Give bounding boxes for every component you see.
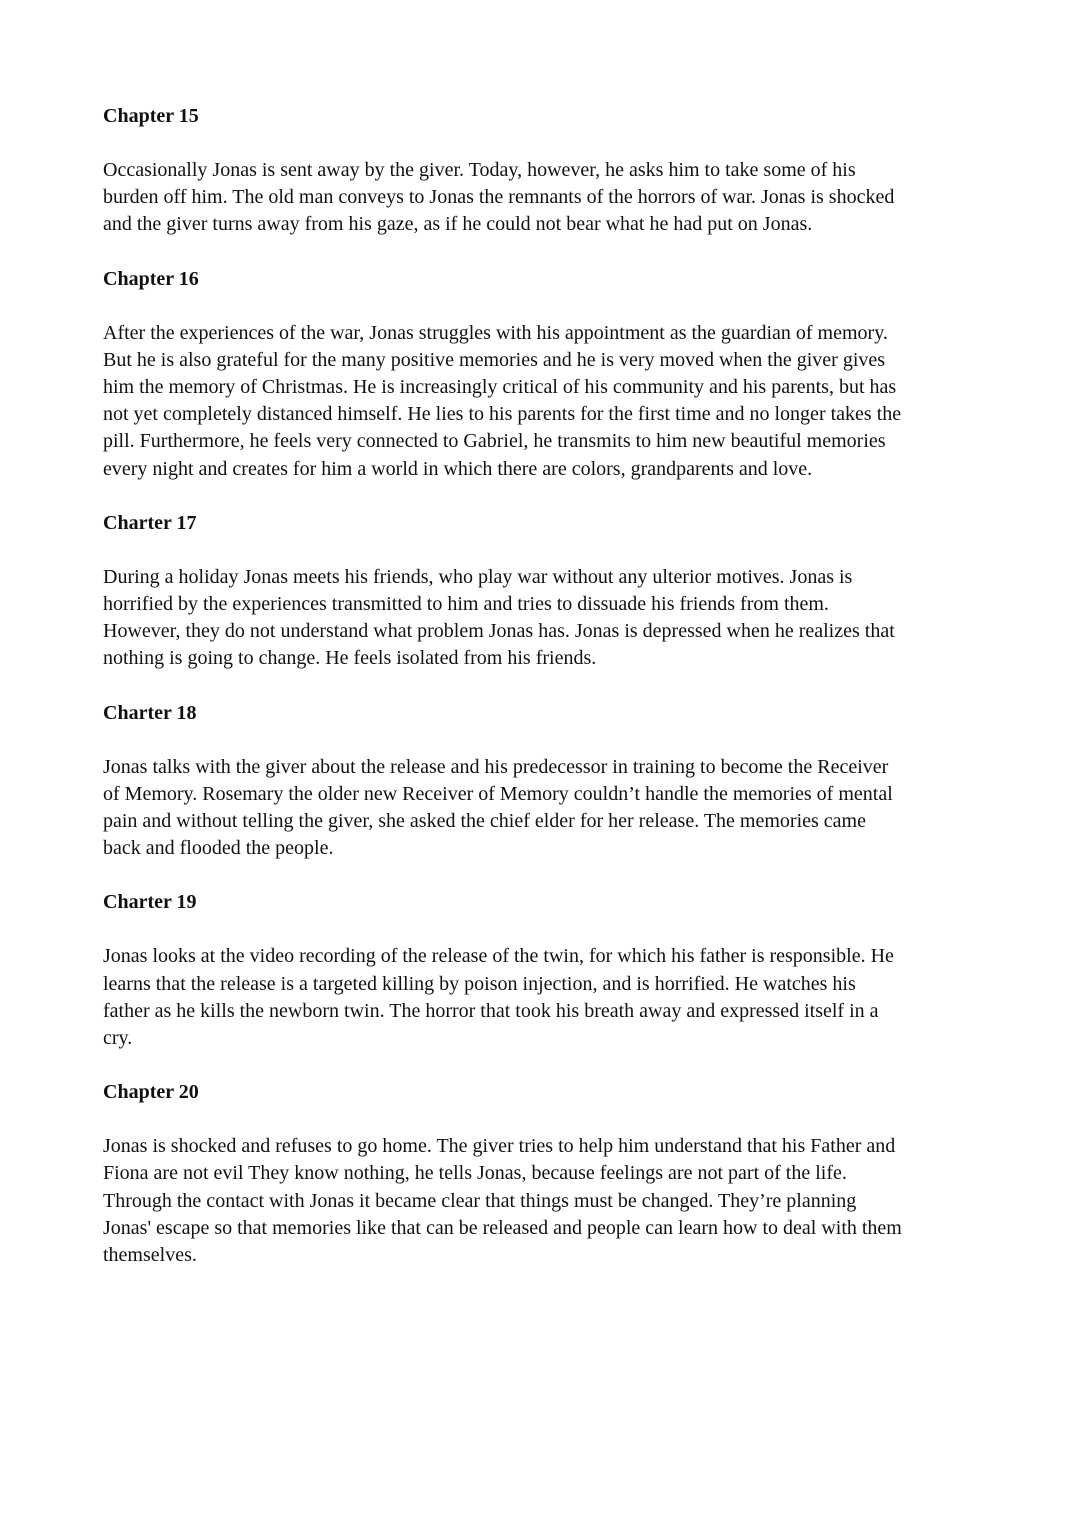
chapter-paragraph <box>103 1133 983 1269</box>
chapter-section <box>103 700 983 863</box>
chapter-section <box>103 266 983 483</box>
paragraph-line: pain and without telling the giver, she asked the chief elder for her release. The memories came <box>103 810 866 833</box>
paragraph-line: learns that the release is a targeted killing by poison injection, and is horrified. He watches his <box>103 972 856 995</box>
paragraph-line: Through the contact with Jonas it became clear that things must be changed. They’re planning <box>103 1189 857 1212</box>
paragraph-line: and the giver turns away from his gaze, as if he could not bear what he had put on Jonas. <box>103 213 813 236</box>
paragraph-line: nothing is going to change. He feels isolated from his friends. <box>103 647 597 670</box>
chapter-paragraph <box>103 564 983 673</box>
chapter-heading: Chapter 16 <box>103 267 199 290</box>
paragraph-line: Jonas looks at the video recording of the release of the twin, for which his father is responsible. He <box>103 945 894 968</box>
chapter-section <box>103 510 983 673</box>
document-page <box>103 103 983 1296</box>
paragraph-line: pill. Furthermore, he feels very connected to Gabriel, he transmits to him new beautiful memories <box>103 430 886 453</box>
chapter-heading: Chapter 20 <box>103 1081 199 1104</box>
paragraph-line: Fiona are not evil They know nothing, he tells Jonas, because feelings are not part of the life. <box>103 1162 847 1185</box>
paragraph-line: themselves. <box>103 1244 197 1267</box>
paragraph-line: During a holiday Jonas meets his friends, who play war without any ulterior motives. Jonas is <box>103 565 853 588</box>
paragraph-line: father as he kills the newborn twin. The horror that took his breath away and expressed itself in a <box>103 999 879 1022</box>
paragraph-line: every night and creates for him a world in which there are colors, grandparents and love. <box>103 457 813 480</box>
paragraph-line: him the memory of Christmas. He is increasingly critical of his community and his parents, but has <box>103 376 897 399</box>
paragraph-line: Jonas talks with the giver about the release and his predecessor in training to become the Receiver <box>103 755 889 778</box>
paragraph-line: back and flooded the people. <box>103 837 334 860</box>
paragraph-line: Occasionally Jonas is sent away by the giver. Today, however, he asks him to take some of his <box>103 159 856 181</box>
paragraph-line: cry. <box>103 1027 133 1050</box>
chapter-heading: Charter 17 <box>103 511 197 534</box>
paragraph-line: But he is also grateful for the many positive memories and he is very moved when the giver gives <box>103 348 886 371</box>
chapter-section <box>103 889 983 1052</box>
paragraph-line: After the experiences of the war, Jonas struggles with his appointment as the guardian of memory. <box>103 321 888 344</box>
chapter-heading: Charter 19 <box>103 891 197 914</box>
paragraph-line: However, they do not understand what problem Jonas has. Jonas is depressed when he realizes that <box>103 620 895 643</box>
paragraph-line: not yet completely distanced himself. He lies to his parents for the first time and no longer takes the <box>103 403 902 426</box>
paragraph-line: of Memory. Rosemary the older new Receiver of Memory couldn’t handle the memories of mental <box>103 782 893 805</box>
paragraph-line: Jonas is shocked and refuses to go home. The giver tries to help him understand that his Father and <box>103 1135 896 1158</box>
chapter-heading: Chapter 15 <box>103 105 199 127</box>
paragraph-line: burden off him. The old man conveys to Jonas the remnants of the horrors of war. Jonas is shocked <box>103 186 895 209</box>
paragraph-line: Jonas' escape so that memories like that can be released and people can learn how to deal with them <box>103 1216 902 1239</box>
paragraph-line: horrified by the experiences transmitted to him and tries to dissuade his friends from them. <box>103 593 829 616</box>
chapter-paragraph <box>103 754 983 863</box>
chapter-paragraph <box>103 943 983 1052</box>
chapter-paragraph <box>103 320 983 483</box>
chapter-section <box>103 1079 983 1269</box>
chapter-section <box>103 103 983 239</box>
chapter-heading: Charter 18 <box>103 701 197 724</box>
chapter-paragraph <box>103 157 983 239</box>
